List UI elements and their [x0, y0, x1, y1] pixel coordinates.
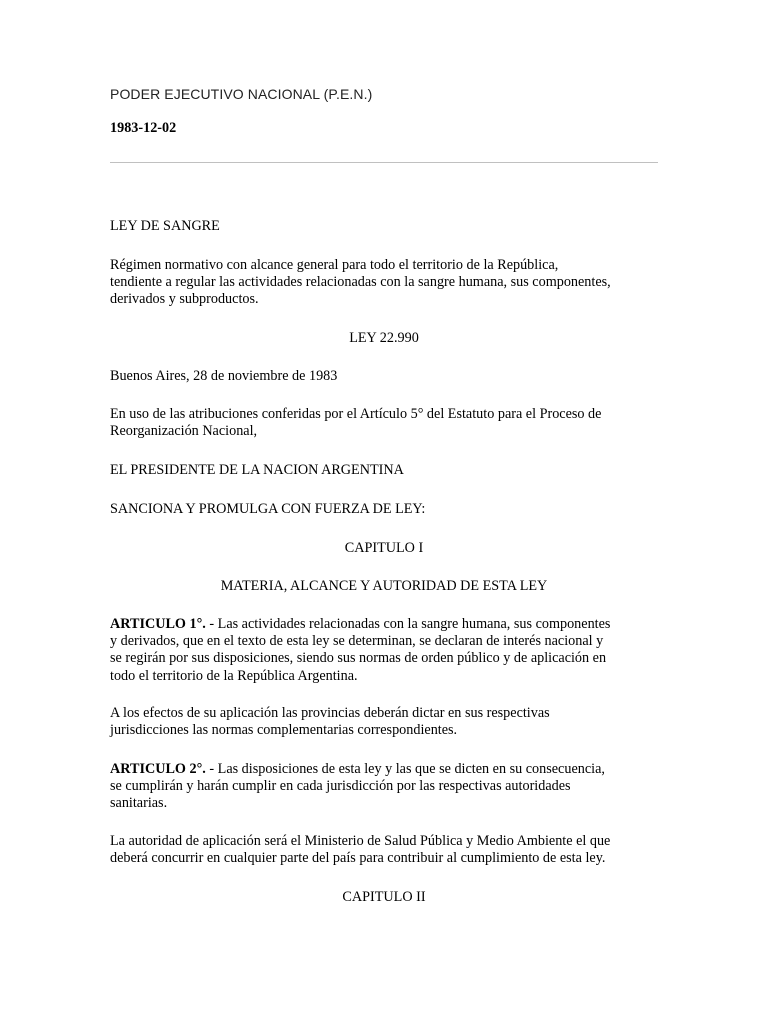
- source-header: PODER EJECUTIVO NACIONAL (P.E.N.): [110, 86, 373, 102]
- article-2-paragraph: [110, 761, 658, 813]
- preamble-line: Reorganización Nacional,: [110, 423, 258, 440]
- article-2-line: - Las disposiciones de esta ley y las que se dicten en su consecuencia,: [205, 761, 605, 777]
- article-1-line: y derivados, que en el texto de esta ley se determinan, se declaran de interés nacional y: [110, 633, 604, 650]
- law-number: LEY 22.990: [349, 330, 419, 346]
- chapter-1-title: MATERIA, ALCANCE Y AUTORIDAD DE ESTA LEY: [220, 578, 548, 594]
- article-1b-line: jurisdicciones las normas complementarias correspondientes.: [110, 722, 458, 739]
- header-divider: [110, 162, 658, 163]
- preamble-paragraph: [110, 406, 658, 440]
- article-2-line: se cumplirán y harán cumplir en cada jurisdicción por las respectivas autoridades: [110, 778, 571, 795]
- article-2-line: sanitarias.: [110, 795, 168, 812]
- summary-paragraph: [110, 257, 658, 309]
- place-date: Buenos Aires, 28 de noviembre de 1983: [110, 368, 338, 384]
- sanciona-line: SANCIONA Y PROMULGA CON FUERZA DE LEY:: [110, 501, 426, 517]
- article-2b-line: deberá concurrir en cualquier parte del país para contribuir al cumplimiento de esta ley.: [110, 850, 606, 867]
- document-date: 1983-12-02: [110, 120, 177, 136]
- summary-line: Régimen normativo con alcance general para todo el territorio de la República,: [110, 257, 559, 273]
- article-1-line: - Las actividades relacionadas con la sangre humana, sus componentes: [205, 616, 611, 632]
- article-1-line: todo el territorio de la República Argentina.: [110, 667, 358, 684]
- article-2-label: ARTICULO 2°.: [110, 761, 206, 777]
- summary-line: tendiente a regular las actividades relacionadas con la sangre humana, sus componentes,: [110, 274, 611, 291]
- chapter-1-heading: CAPITULO I: [344, 540, 424, 556]
- article-1-line: se regirán por sus disposiciones, siendo sus normas de orden público y de aplicación en: [110, 650, 607, 667]
- article-1-second-paragraph: [110, 705, 658, 739]
- article-1-paragraph: [110, 616, 658, 685]
- summary-line: derivados y subproductos.: [110, 291, 259, 308]
- document-heading: LEY DE SANGRE: [110, 218, 220, 234]
- president-line: EL PRESIDENTE DE LA NACION ARGENTINA: [110, 462, 404, 478]
- preamble-line: En uso de las atribuciones conferidas por el Artículo 5° del Estatuto para el Proceso de: [110, 406, 602, 422]
- chapter-2-heading: CAPITULO II: [342, 889, 426, 905]
- article-1b-line: A los efectos de su aplicación las provincias deberán dictar en sus respectivas: [110, 705, 550, 721]
- article-2b-line: La autoridad de aplicación será el Ministerio de Salud Pública y Medio Ambiente el que: [110, 833, 611, 849]
- article-1-label: ARTICULO 1°.: [110, 616, 206, 632]
- article-2-second-paragraph: [110, 833, 658, 867]
